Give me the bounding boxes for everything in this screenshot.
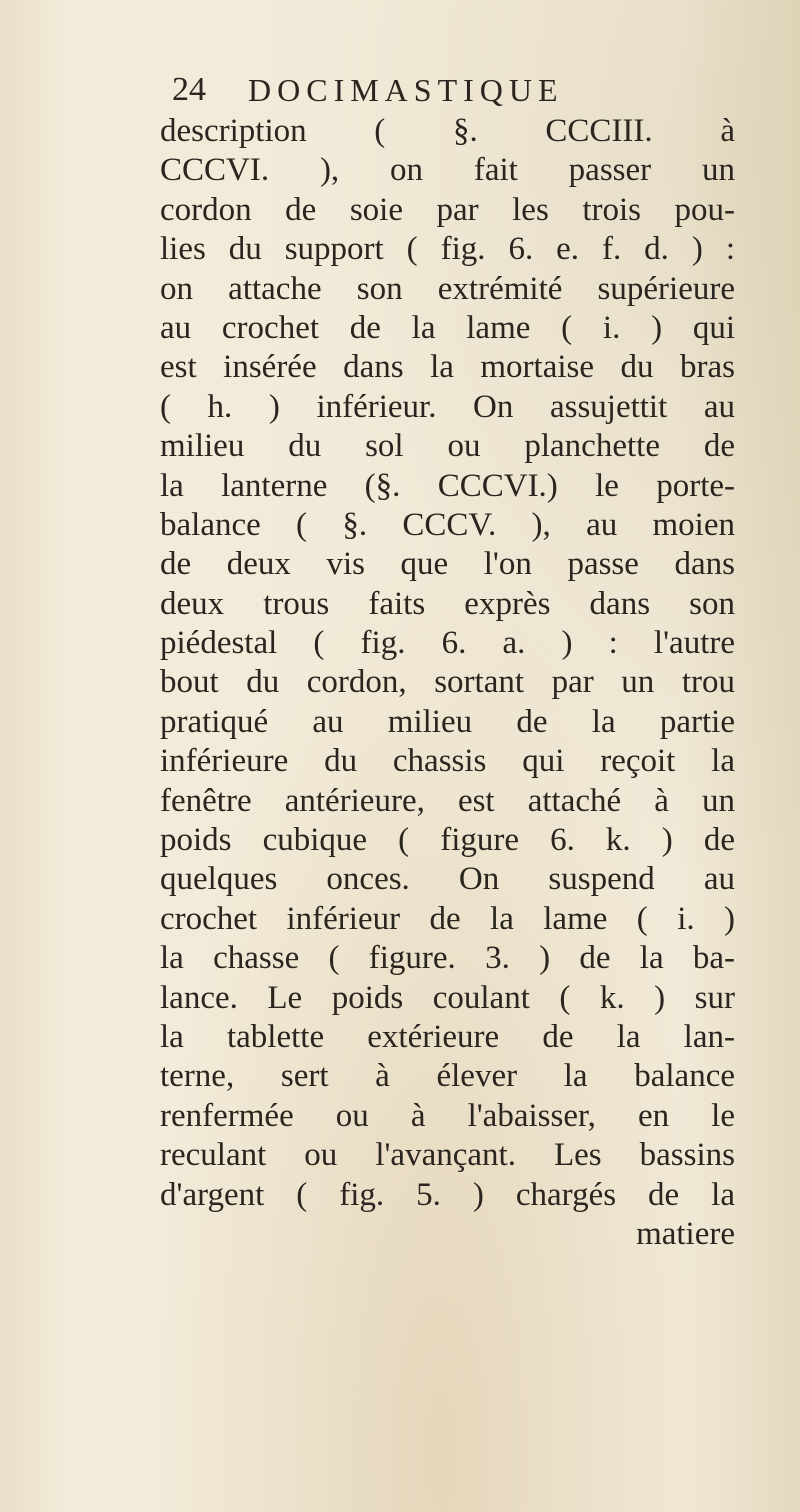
running-head: DOCIMASTIQUE <box>248 72 564 108</box>
text-line: reculant ou l'avançant. Les bassins <box>160 1137 735 1174</box>
text-line: cordon de soie par les trois pou- <box>160 191 735 228</box>
catchword: matiere <box>636 1215 735 1252</box>
text-line: renfermée ou à l'abaisser, en le <box>160 1097 735 1134</box>
text-line: la lanterne (§. CCCVI.) le porte- <box>160 467 735 504</box>
text-line: piédestal ( fig. 6. a. ) : l'autre <box>160 625 735 662</box>
text-line: fenêtre antérieure, est attaché à un <box>160 782 735 819</box>
page-number: 24 <box>172 71 206 108</box>
text-line: description ( §. CCCIII. à <box>160 113 735 149</box>
page-header <box>172 66 752 116</box>
text-line: crochet inférieur de la lame ( i. ) <box>160 900 735 937</box>
text-line: deux trous faits exprès dans son <box>160 585 735 622</box>
text-line: pratiqué au milieu de la partie <box>160 703 735 740</box>
text-line: lance. Le poids coulant ( k. ) sur <box>160 979 735 1016</box>
text-line: CCCVI. ), on fait passer un <box>160 152 735 189</box>
text-line: balance ( §. CCCV. ), au moien <box>160 506 735 543</box>
text-line: de deux vis que l'on passe dans <box>160 546 735 583</box>
text-line: terne, sert à élever la balance <box>160 1058 735 1095</box>
text-line: ( h. ) inférieur. On assujettit au <box>160 388 735 425</box>
text-line: la chasse ( figure. 3. ) de la ba- <box>160 940 735 977</box>
body-text <box>160 112 735 1254</box>
text-line: on attache son extrémité supérieure <box>160 270 735 307</box>
text-line: au crochet de la lame ( i. ) qui <box>160 309 735 346</box>
text-line: poids cubique ( figure 6. k. ) de <box>160 822 735 859</box>
text-line: milieu du sol ou planchette de <box>160 428 735 465</box>
text-line: bout du cordon, sortant par un trou <box>160 664 735 701</box>
text-line: est insérée dans la mortaise du bras <box>160 349 735 386</box>
text-line: la tablette extérieure de la lan- <box>160 1018 735 1055</box>
text-line: quelques onces. On suspend au <box>160 861 735 898</box>
text-line: lies du support ( fig. 6. e. f. d. ) : <box>160 231 735 268</box>
text-line: inférieure du chassis qui reçoit la <box>160 743 735 780</box>
text-line: d'argent ( fig. 5. ) chargés de la <box>160 1176 735 1213</box>
